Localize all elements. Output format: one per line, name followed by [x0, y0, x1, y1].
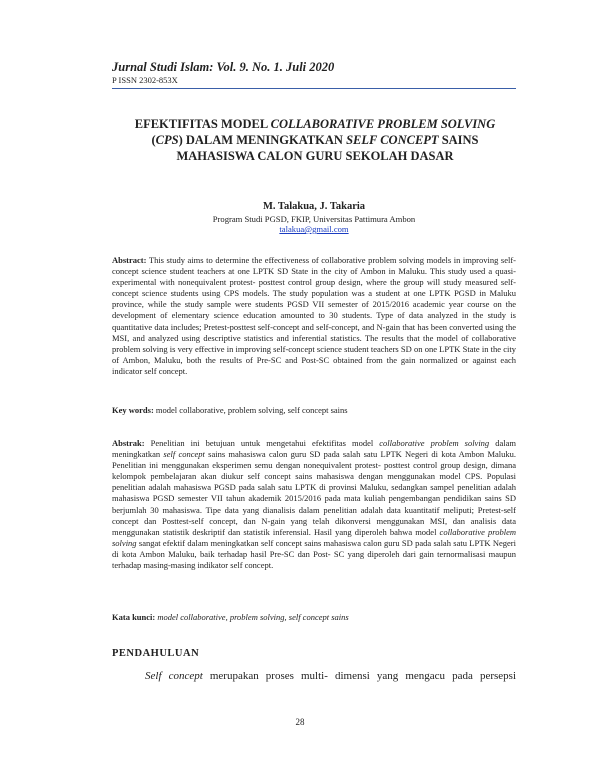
abstract-id-part: collaborative problem solving [379, 438, 490, 448]
abstract-en-text: This study aims to determine the effectiveness of collaborative problem solving models in improving self-concept science student teachers at one LPTK SD State in the city of Ambon in Maluku. This study used a quasi-experimental with nonequivalent protest- posttest control group design, where the group will study measured self-concept science students using CPS models. The study population was a student at one LPTK PGSD in Maluku province, while the study sample were students PGSD VII semester of 2015/2016 academic year course on the development of elementary science education amounted to 30 students. Type of data analyzed in the study is quantitative data includes; Pretest-posttest self-concept and self-concept, and N-gain that has been converted using the MSI, and analyzed using descriptive statistics and inferential statistics. The results that the model of collaborative problem solving is very effective in improving self-concept science student teachers SD on one LPTK State in the city of Ambon, Maluku, both the results of Pre-SC and Post-SC obtained from the gain normalized or against each indicator self concept. [112, 255, 516, 376]
abstract-id-part: dalam meningkatkan [112, 438, 516, 460]
title-part: SAINS MAHASISWA CALON GURU SEKOLAH DASAR [176, 133, 479, 163]
email-link[interactable]: talakua@gmail.com [279, 224, 349, 234]
abstract-id-label: Abstrak: [112, 438, 145, 448]
authors: M. Talakua, J. Takaria [262, 201, 366, 212]
email-line [112, 224, 516, 234]
page-number: 28 [295, 717, 305, 727]
affiliation: Program Studi PGSD, FKIP, Universitas Pattimura Ambon [212, 214, 416, 224]
abstract-id-part: collaborative problem solving [112, 526, 516, 548]
section-heading: PENDAHULUAN [112, 648, 200, 659]
header-divider [112, 88, 516, 89]
body-paragraph [145, 670, 516, 682]
issn: P ISSN 2302-853X [112, 75, 178, 85]
keywords-en-label: Key words: [112, 405, 154, 415]
journal-title: Jurnal Studi Islam: Vol. 9. No. 1. Juli 2020 [112, 60, 335, 74]
keywords-id-text: model collaborative, problem solving, self concept sains [155, 612, 349, 622]
abstract-id-part: Penelitian ini betujuan untuk mengetahui efektifitas model [144, 438, 380, 448]
title-part: COLLABORATIVE PROBLEM SOLVING [270, 117, 496, 131]
abstract-id-part: sains mahasiswa calon guru SD pada salah satu LPTK Negeri di kota Ambon Maluku. Penelitian ini menggunakan eksperimen semu dengan nonequivalent protest- posttest control group design, dimana kelompok pembelajaran akan diukur self concept sains mahasiswa dengan menggunakan model CPS. Populasi penelitian adalah mahasiswa PGSD pada salah satu LPTK di provinsi Maluku, sedangkan sampel penelitian adalah mahasiswa PGSD semester VII tahun akademik 2015/2016 pada mata kuliah pengembangan pendidikan sains SD berjumlah 30 mahasiswa. Tipe data yang dianalisis dalam penelitian adalah data kuantitatif meliputi; Pretest-self concept dan Posttest-self concept, dan N-gain yang telah dikonversi menggunakan MSI, dan analisis data menggunakan statistik deskriptif dan statistik inferensial. Hasil yang diperoleh bahwa model [112, 449, 517, 537]
keywords-indonesian [112, 612, 516, 622]
keywords-english [112, 405, 516, 415]
abstract-id-part: sangat efektif dalam meningkatkan self concept sains mahasiswa calon guru SD pada salah satu LPTK Negeri di kota Ambon Maluku, baik terhadap hasil Pre-SC dan Post- SC yang diperoleh dari gain ternormalisasi maupun terhadap masing-masing indikator self concept. [112, 537, 516, 571]
title-part: CPS [155, 133, 179, 147]
title-part: EFEKTIFITAS MODEL [134, 117, 271, 131]
title-part: ) DALAM MENINGKATKAN [178, 133, 347, 147]
body-text: merupakan proses multi- dimensi yang mengacu pada persepsi [202, 670, 516, 682]
title-part: ( [151, 133, 156, 147]
abstract-indonesian [112, 438, 516, 571]
keywords-en-text: model collaborative, problem solving, self concept sains [153, 405, 348, 415]
title-part: SELF CONCEPT [346, 133, 439, 147]
abstract-english [112, 255, 516, 377]
keywords-id-label: Kata kunci: [112, 612, 156, 622]
abstract-id-part: self concept [163, 449, 205, 460]
body-italic: Self concept [145, 670, 203, 682]
abstract-en-label: Abstract: [112, 255, 147, 265]
article-title [130, 116, 500, 164]
